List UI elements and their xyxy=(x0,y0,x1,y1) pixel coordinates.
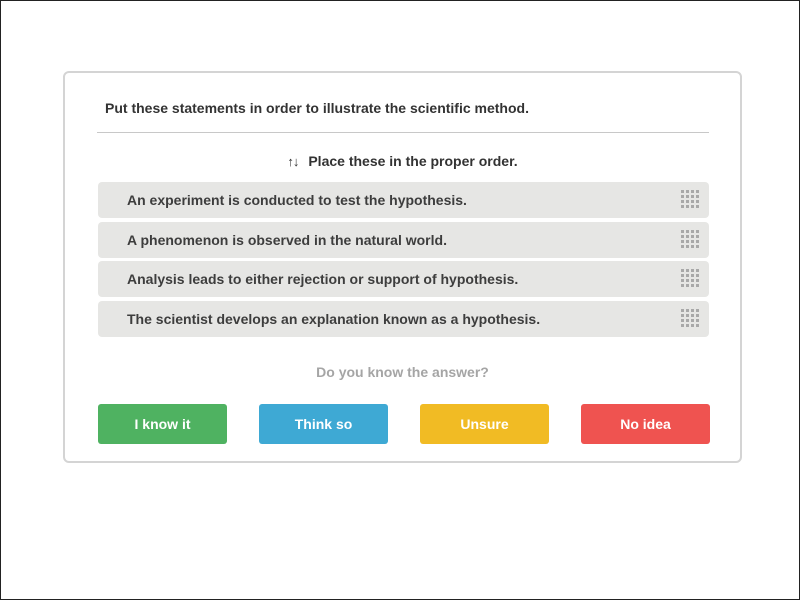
grip-dot xyxy=(696,324,699,327)
grip-dot xyxy=(691,230,694,233)
grip-dot xyxy=(696,274,699,277)
grip-dot xyxy=(681,284,684,287)
grip-dot xyxy=(686,195,689,198)
grip-dot xyxy=(696,279,699,282)
grip-dot xyxy=(696,309,699,312)
grip-dot xyxy=(696,269,699,272)
grip-dot xyxy=(681,245,684,248)
list-item[interactable] xyxy=(98,301,709,337)
ordering-list xyxy=(98,182,709,340)
grip-dot xyxy=(691,274,694,277)
grip-dot xyxy=(681,269,684,272)
drag-handle-icon[interactable] xyxy=(681,190,699,210)
grip-dot xyxy=(681,205,684,208)
grip-dot xyxy=(686,200,689,203)
drag-handle-icon[interactable] xyxy=(681,230,699,250)
grip-dot xyxy=(681,274,684,277)
grip-dot xyxy=(691,324,694,327)
grip-dot xyxy=(691,284,694,287)
grip-dot xyxy=(681,195,684,198)
list-item-text: Analysis leads to either rejection or support of hypothesis. xyxy=(127,271,519,287)
grip-dot xyxy=(686,230,689,233)
grip-dot xyxy=(686,240,689,243)
grip-dot xyxy=(686,269,689,272)
think-so-button[interactable]: Think so xyxy=(259,404,388,444)
grip-dot xyxy=(696,200,699,203)
grip-dot xyxy=(691,205,694,208)
grip-dot xyxy=(681,235,684,238)
grip-dot xyxy=(691,195,694,198)
grip-dot xyxy=(686,284,689,287)
grip-dot xyxy=(691,190,694,193)
drag-handle-icon[interactable] xyxy=(681,269,699,289)
grip-dot xyxy=(681,319,684,322)
grip-dot xyxy=(681,200,684,203)
grip-dot xyxy=(681,314,684,317)
grip-dot xyxy=(686,319,689,322)
grip-dot xyxy=(686,314,689,317)
list-item-text: A phenomenon is observed in the natural world. xyxy=(127,231,447,248)
grip-dot xyxy=(681,279,684,282)
grip-dot xyxy=(691,245,694,248)
instruction-text: Place these in the proper order. xyxy=(308,153,518,169)
instruction xyxy=(65,153,740,169)
list-item[interactable] xyxy=(98,182,709,218)
grip-dot xyxy=(681,240,684,243)
grip-dot xyxy=(696,195,699,198)
i-know-it-button[interactable]: I know it xyxy=(98,404,227,444)
list-item[interactable] xyxy=(98,222,709,258)
grip-dot xyxy=(686,279,689,282)
grip-dot xyxy=(691,269,694,272)
unsure-button[interactable]: Unsure xyxy=(420,404,549,444)
grip-dot xyxy=(686,190,689,193)
quiz-card xyxy=(63,71,742,463)
grip-dot xyxy=(696,284,699,287)
grip-dot xyxy=(696,205,699,208)
grip-dot xyxy=(686,309,689,312)
question-text: Put these statements in order to illustrate the scientific method. xyxy=(105,100,529,116)
grip-dot xyxy=(696,235,699,238)
grip-dot xyxy=(696,230,699,233)
grip-dot xyxy=(696,314,699,317)
grip-dot xyxy=(681,230,684,233)
grip-dot xyxy=(691,319,694,322)
grip-dot xyxy=(696,245,699,248)
divider xyxy=(97,132,709,133)
grip-dot xyxy=(691,309,694,312)
grip-dot xyxy=(696,190,699,193)
grip-dot xyxy=(686,274,689,277)
list-item-text: The scientist develops an explanation known as a hypothesis. xyxy=(127,310,541,327)
grip-dot xyxy=(691,240,694,243)
grip-dot xyxy=(691,314,694,317)
drag-handle-icon[interactable] xyxy=(681,309,699,329)
grip-dot xyxy=(686,235,689,238)
confidence-prompt: Do you know the answer? xyxy=(316,364,489,380)
grip-dot xyxy=(686,205,689,208)
no-idea-button[interactable]: No idea xyxy=(581,404,710,444)
grip-dot xyxy=(691,279,694,282)
grip-dot xyxy=(696,240,699,243)
grip-dot xyxy=(686,324,689,327)
grip-dot xyxy=(691,200,694,203)
grip-dot xyxy=(691,235,694,238)
grip-dot xyxy=(681,190,684,193)
up-down-arrows-icon: ↑↓ xyxy=(287,154,299,169)
grip-dot xyxy=(686,245,689,248)
grip-dot xyxy=(681,324,684,327)
confidence-buttons xyxy=(98,404,710,444)
list-item-text: An experiment is conducted to test the hypothesis. xyxy=(127,192,467,208)
grip-dot xyxy=(681,309,684,312)
grip-dot xyxy=(696,319,699,322)
list-item[interactable] xyxy=(98,261,709,297)
